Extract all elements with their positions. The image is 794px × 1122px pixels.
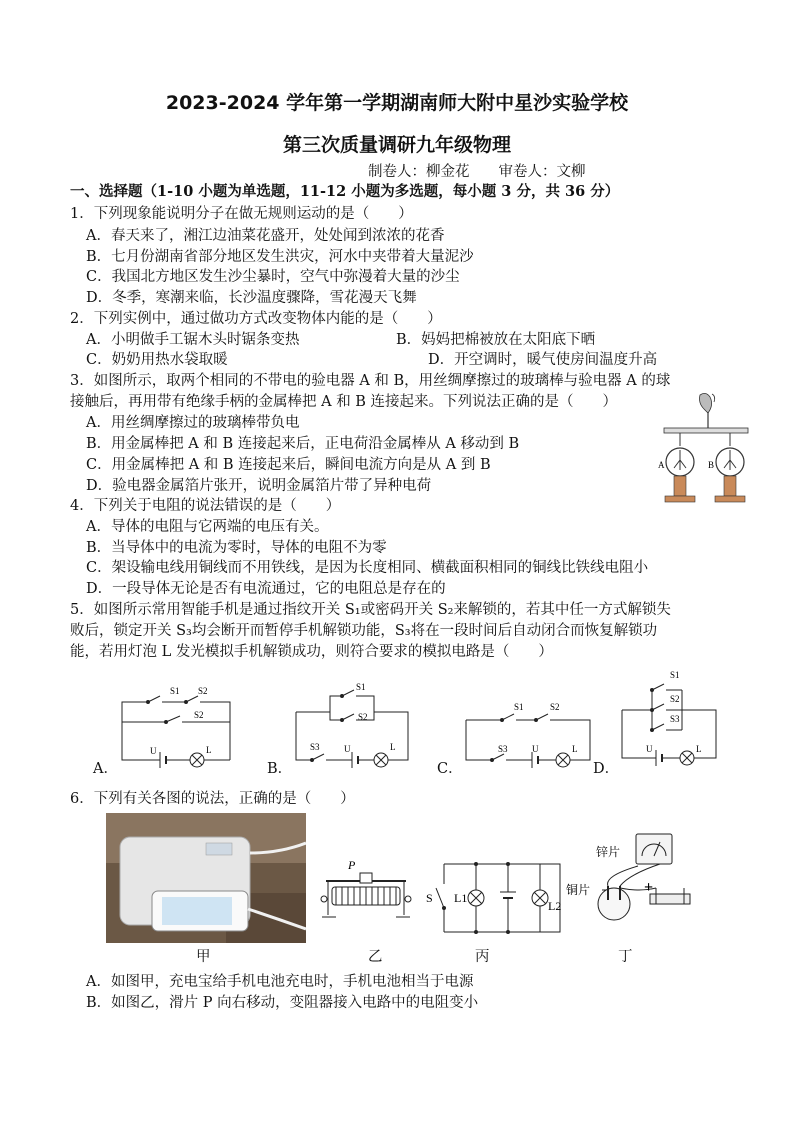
plus-sign: + [644,879,654,896]
exam-title-line1: 2023-2024 学年第一学期湖南师大附中星沙实验学校 [165,92,629,114]
q5-option-d: D． [593,761,620,777]
q5-stem-line2: 败后，锁定开关 S₃均会断开而暂停手机解锁功能，S₃将在一段时间后自动闭合而恢复解锁功 [70,623,658,639]
q6-stem: 6．下列有关各图的说法，正确的是（ ） [70,791,355,807]
fruit-battery-figure [566,828,700,940]
q3-option-c: C．用金属棒把 A 和 B 连接起来后，瞬间电流方向是从 A 到 B [86,457,491,473]
circuit-c-s3: S3 [498,744,508,754]
q3-option-d: D．验电器金属箔片张开，说明金属箔片带了异种电荷 [86,478,432,494]
caption-ding: 丁 [618,949,633,965]
q1-option-a: A．春天来了，湘江边油菜花盛开，处处闻到浓浓的花香 [86,228,445,244]
q3-stem-line2: 接触后，再用带有绝缘手柄的金属棒把 A 和 B 连接起来。下列说法正确的是（ ） [70,394,618,410]
exam-title-line2: 第三次质量调研九年级物理 [282,134,511,156]
circuit-b-u: U [344,744,351,754]
electroscope-b-label: B [708,460,715,470]
copper-label: 铜片 [566,883,591,897]
circuit-a-s1: S1 [170,686,180,696]
parallel-s-label: S [426,891,433,905]
parallel-l2-label: L2 [548,899,562,913]
parallel-l1-label: L1 [454,891,468,905]
circuit-a-s2top: S2 [198,686,208,696]
q2-option-c: C．奶奶用热水袋取暖 [86,352,228,368]
electroscope-figure [650,390,760,508]
q1-option-b: B．七月份湖南省部分地区发生洪灾，河水中夹带着大量泥沙 [86,249,474,265]
q4-option-a: A．导体的电阻与它两端的电压有关。 [86,519,329,535]
electroscope-a-label: A [658,460,665,470]
q1-option-c: C．我国北方地区发生沙尘暴时，空气中弥漫着大量的沙尘 [86,269,460,285]
section-heading: 一、选择题（1-10 小题为单选题，11-12 小题为多选题，每小题 3 分，共 36 分） [70,183,620,200]
circuit-a-u: U [150,746,157,756]
circuit-d-l: L [696,744,702,754]
q2-stem: 2．下列实例中，通过做功方式改变物体内能的是（ ） [70,311,442,327]
authors-line: 制卷人：柳金花 审卷人：文柳 [368,164,586,180]
circuit-b-s2: S2 [358,712,368,722]
caption-bing: 丙 [475,949,490,965]
q4-stem: 4．下列关于电阻的说法错误的是（ ） [70,498,341,514]
circuit-c-s1: S1 [514,702,524,712]
circuit-c-s2: S2 [550,702,560,712]
caption-jia: 甲 [196,949,211,965]
q3-option-a: A．用丝绸摩擦过的玻璃棒带负电 [86,415,300,431]
circuit-b [282,680,422,776]
circuit-d-u: U [646,744,653,754]
powerbank-photo [106,813,306,943]
q1-stem: 1．下列现象能说明分子在做无规则运动的是（ ） [70,206,413,222]
zinc-label: 锌片 [596,845,621,859]
circuit-b-s3: S3 [310,742,320,752]
q2-option-a: A．小明做手工锯木头时锯条变热 [86,332,300,348]
circuit-c [452,680,602,776]
q3-option-b: B．用金属棒把 A 和 B 连接起来后，正电荷沿金属棒从 A 移动到 B [86,436,520,452]
circuit-a-s2: S2 [194,710,204,720]
q4-option-d: D．一段导体无论是否有电流通过，它的电阻总是存在的 [86,581,446,597]
q5-stem-line1: 5．如图所示常用智能手机是通过指纹开关 S₁或密码开关 S₂来解锁的，若其中任一方式解锁失 [70,602,671,618]
parallel-circuit-figure [424,858,566,938]
q5-stem-line3: 能，若用灯泡 L 发光模拟手机解锁成功，则符合要求的模拟电路是（ ） [70,644,553,660]
q3-stem-line1: 3．如图所示，取两个相同的不带电的验电器 A 和 B，用丝绸摩擦过的玻璃棒与验电器 A 的球 [70,373,671,389]
circuit-c-u: U [532,744,539,754]
circuit-b-s1: S1 [356,682,366,692]
circuit-d [612,664,722,776]
q5-option-a: A． [93,761,118,777]
q5-option-c: C． [437,761,463,777]
circuit-d-s2: S2 [670,694,680,704]
rheostat-p-label: P [348,858,356,872]
circuit-c-l: L [572,744,578,754]
circuit-b-l: L [390,742,396,752]
q2-option-d: D．开空调时，暖气使房间温度升高 [428,352,658,368]
q2-option-b: B．妈妈把棉被放在太阳底下晒 [396,332,596,348]
circuit-d-s1: S1 [670,670,680,680]
q5-option-b: B． [267,761,293,777]
circuit-d-s3: S3 [670,714,680,724]
q1-option-d: D．冬季，寒潮来临，长沙温度骤降，雪花漫天飞舞 [86,290,417,306]
circuit-a-l: L [206,745,212,755]
q4-option-c: C．架设输电线用铜线而不用铁线，是因为长度相同、横截面积相同的铜线比铁线电阻小 [86,560,649,576]
q4-option-b: B．当导体中的电流为零时，导体的电阻不为零 [86,540,387,556]
q6-option-a: A．如图甲，充电宝给手机电池充电时，手机电池相当于电源 [86,974,474,990]
rheostat-figure [316,855,416,925]
caption-yi: 乙 [368,949,383,965]
q6-option-b: B．如图乙，滑片 P 向右移动，变阻器接入电路中的电阻变小 [86,995,479,1011]
